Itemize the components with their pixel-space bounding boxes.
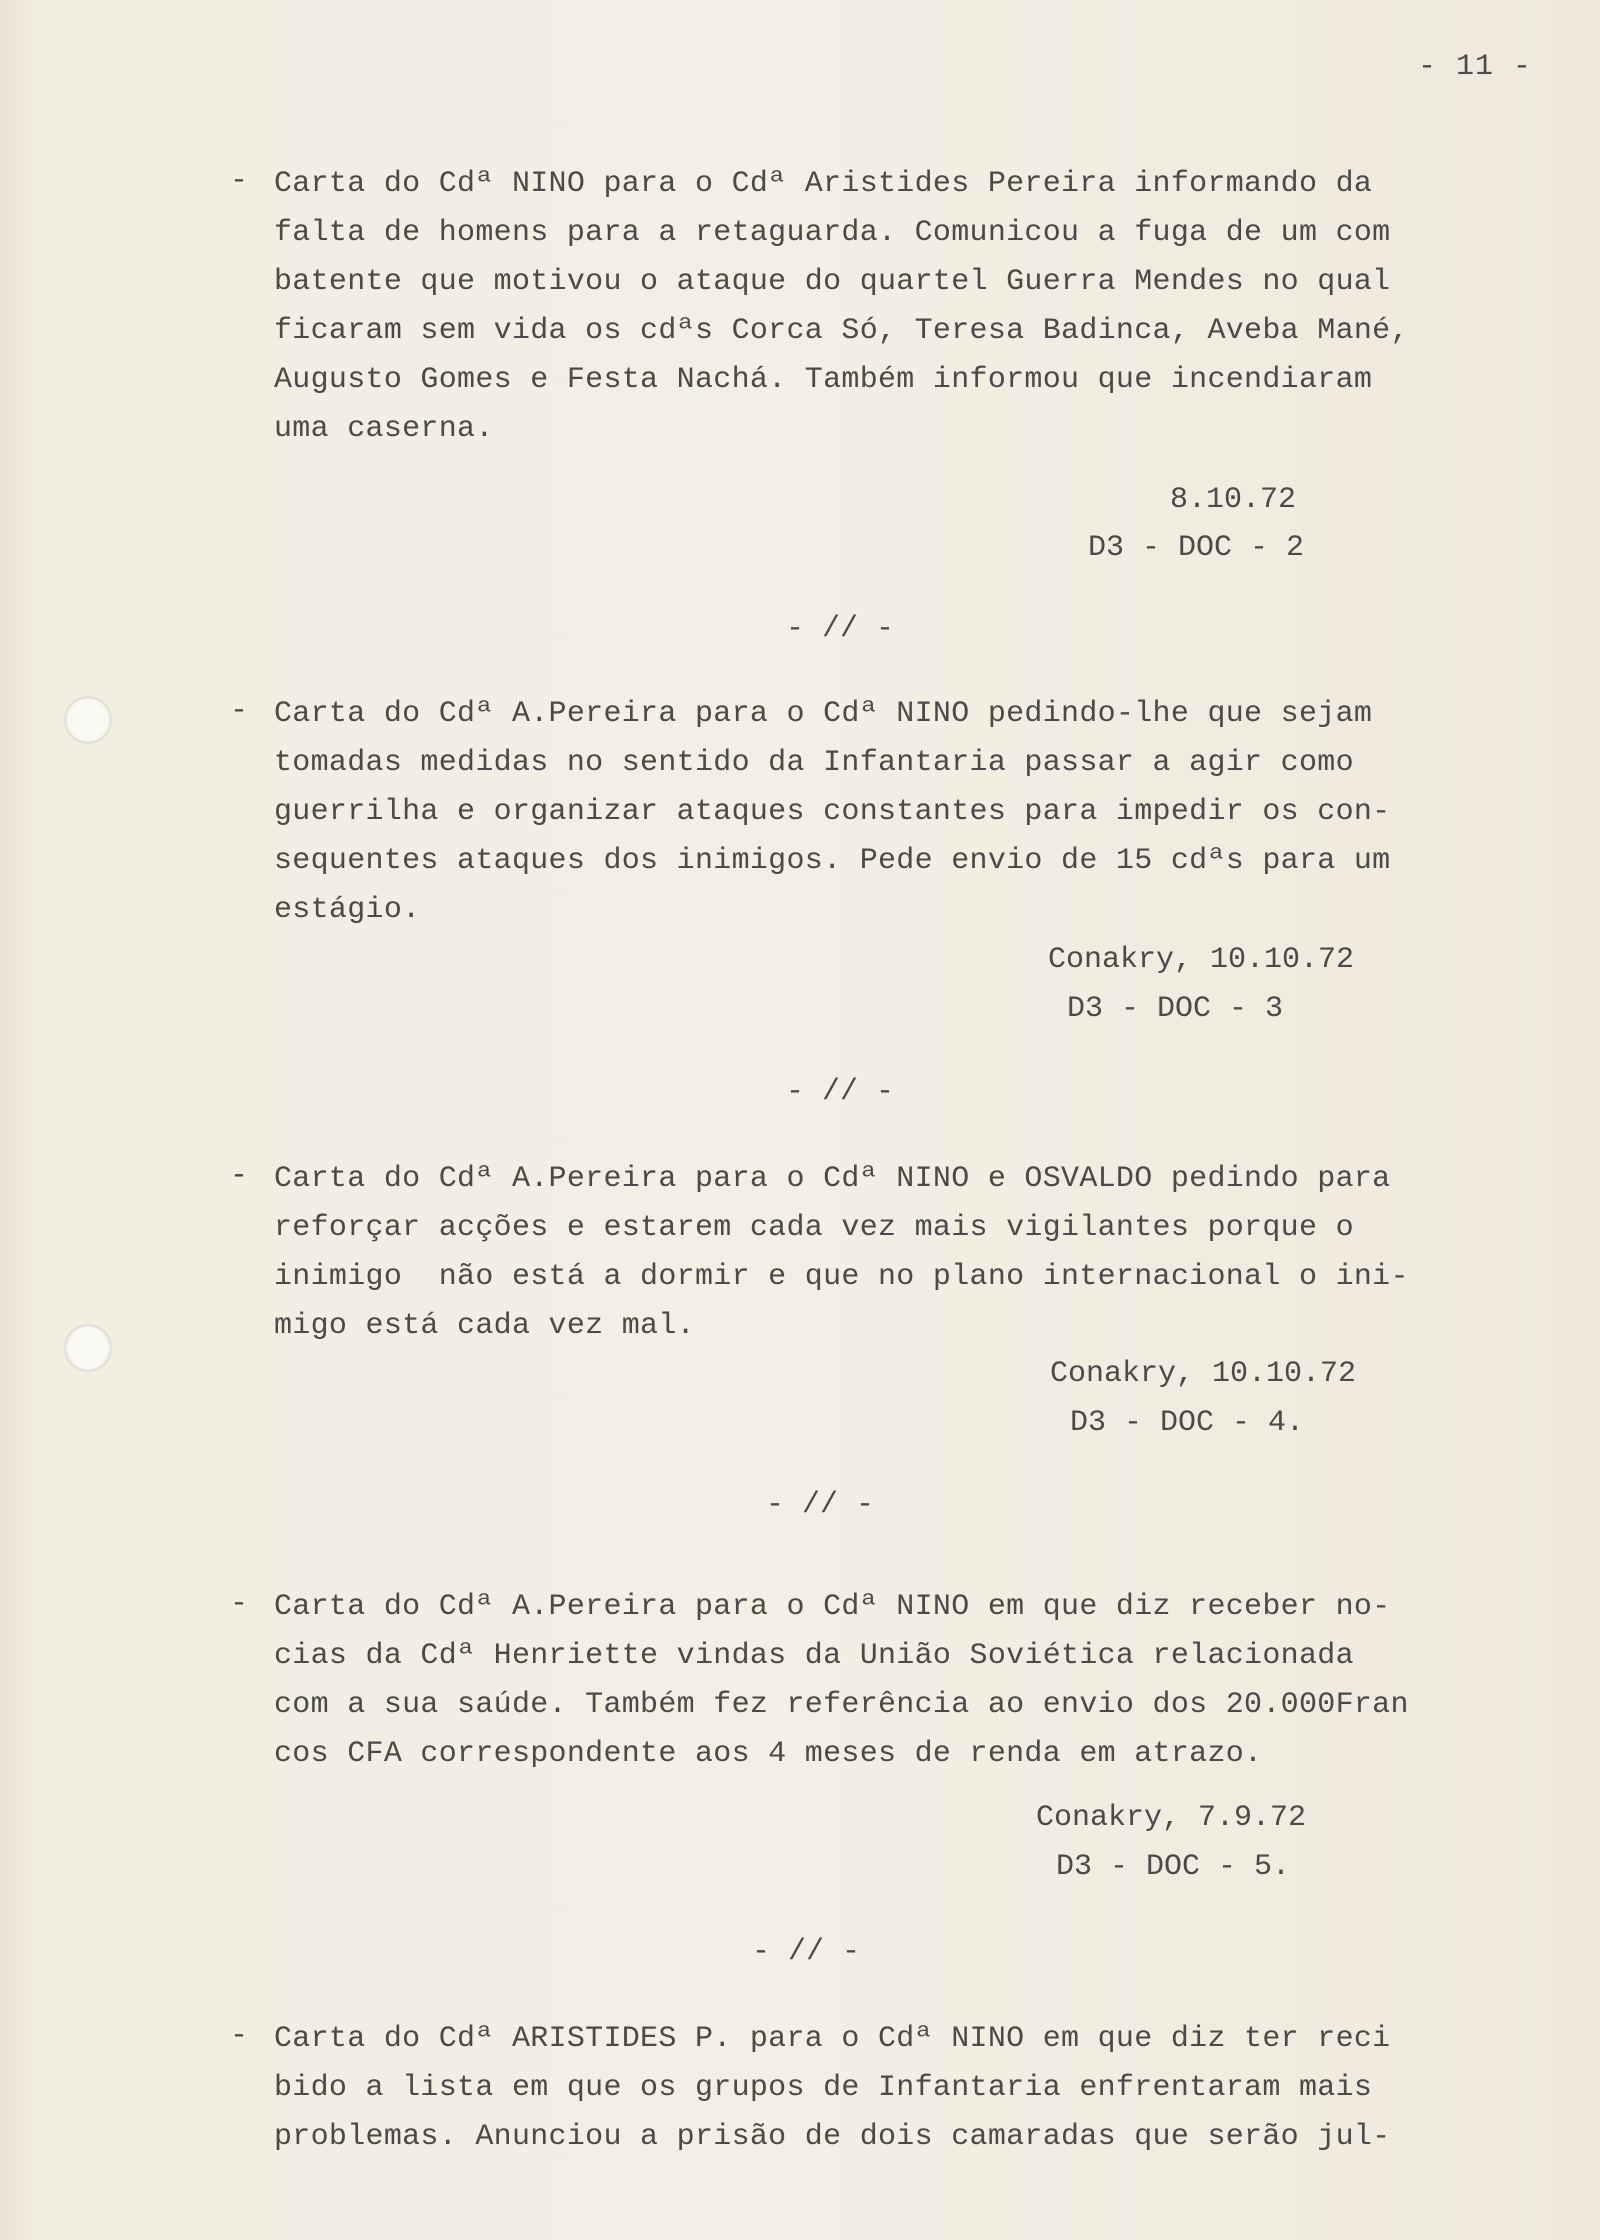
- text-line: Augusto Gomes e Festa Nachá. Também informou que incendiaram: [274, 363, 1373, 397]
- entry-text: [274, 1583, 1530, 1779]
- list-item: [230, 160, 1530, 454]
- text-line: bido a lista em que os grupos de Infantaria enfrentaram mais: [274, 2071, 1373, 2105]
- bullet-dash: -: [230, 1159, 249, 1193]
- text-line: sequentes ataques dos inimigos. Pede envio de 15 cdªs para um: [274, 844, 1391, 878]
- bullet-dash: -: [230, 164, 249, 198]
- text-line: uma caserna.: [274, 412, 494, 446]
- text-line: Carta do Cdª A.Pereira para o Cdª NINO e OSVALDO pedindo para: [274, 1162, 1391, 1196]
- list-item: [230, 1583, 1530, 1779]
- text-line: estágio.: [274, 893, 421, 927]
- text-line: cos CFA correspondente aos 4 meses de renda em atrazo.: [274, 1737, 1263, 1771]
- text-line: guerrilha e organizar ataques constantes para impedir os con-: [274, 795, 1391, 829]
- text-line: falta de homens para a retaguarda. Comunicou a fuga de um com: [274, 216, 1391, 250]
- entry-text: [274, 2015, 1530, 2162]
- text-line: reforçar acções e estarem cada vez mais vigilantes porque o: [274, 1211, 1354, 1245]
- entry-date: Conakry, 7.9.72: [1036, 1801, 1307, 1835]
- doc-reference: D3 - DOC - 3: [1067, 992, 1284, 1026]
- section-separator: - // -: [786, 612, 895, 646]
- text-line: problemas. Anunciou a prisão de dois camaradas que serão jul-: [274, 2120, 1391, 2154]
- text-line: cias da Cdª Henriette vindas da União Soviética relacionada: [274, 1639, 1354, 1673]
- text-line: Carta do Cdª A.Pereira para o Cdª NINO pedindo-lhe que sejam: [274, 697, 1373, 731]
- text-line: ficaram sem vida os cdªs Corca Só, Teresa Badinca, Aveba Mané,: [274, 314, 1409, 348]
- text-line: inimigo não está a dormir e que no plano internacional o ini-: [274, 1260, 1409, 1294]
- doc-reference: D3 - DOC - 5.: [1056, 1850, 1291, 1884]
- bullet-dash: -: [230, 694, 249, 728]
- section-separator: - // -: [766, 1488, 875, 1522]
- list-item: [230, 1155, 1530, 1351]
- list-item: [230, 2015, 1530, 2162]
- doc-reference: D3 - DOC - 2: [1088, 531, 1305, 565]
- doc-reference: D3 - DOC - 4.: [1070, 1406, 1305, 1440]
- bullet-dash: -: [230, 2019, 249, 2053]
- punch-hole: [65, 1325, 111, 1371]
- bullet-dash: -: [230, 1587, 249, 1621]
- entry-text: [274, 1155, 1530, 1351]
- entry-date: Conakry, 10.10.72: [1050, 1357, 1357, 1391]
- text-line: tomadas medidas no sentido da Infantaria passar a agir como: [274, 746, 1354, 780]
- text-line: migo está cada vez mal.: [274, 1309, 695, 1343]
- text-line: com a sua saúde. Também fez referência ao envio dos 20.000Fran: [274, 1688, 1409, 1722]
- section-separator: - // -: [752, 1935, 861, 1969]
- text-line: Carta do Cdª ARISTIDES P. para o Cdª NINO em que diz ter reci: [274, 2022, 1391, 2056]
- section-separator: - // -: [786, 1075, 895, 1109]
- list-item: [230, 690, 1530, 935]
- entry-text: [274, 690, 1530, 935]
- text-line: batente que motivou o ataque do quartel Guerra Mendes no qual: [274, 265, 1391, 299]
- entry-date: 8.10.72: [1170, 483, 1297, 517]
- entry-text: [274, 160, 1530, 454]
- page-number: - 11 -: [1418, 50, 1533, 84]
- punch-hole: [65, 697, 111, 743]
- text-line: Carta do Cdª A.Pereira para o Cdª NINO em que diz receber no-: [274, 1590, 1391, 1624]
- entry-date: Conakry, 10.10.72: [1048, 943, 1355, 977]
- text-line: Carta do Cdª NINO para o Cdª Aristides Pereira informando da: [274, 167, 1373, 201]
